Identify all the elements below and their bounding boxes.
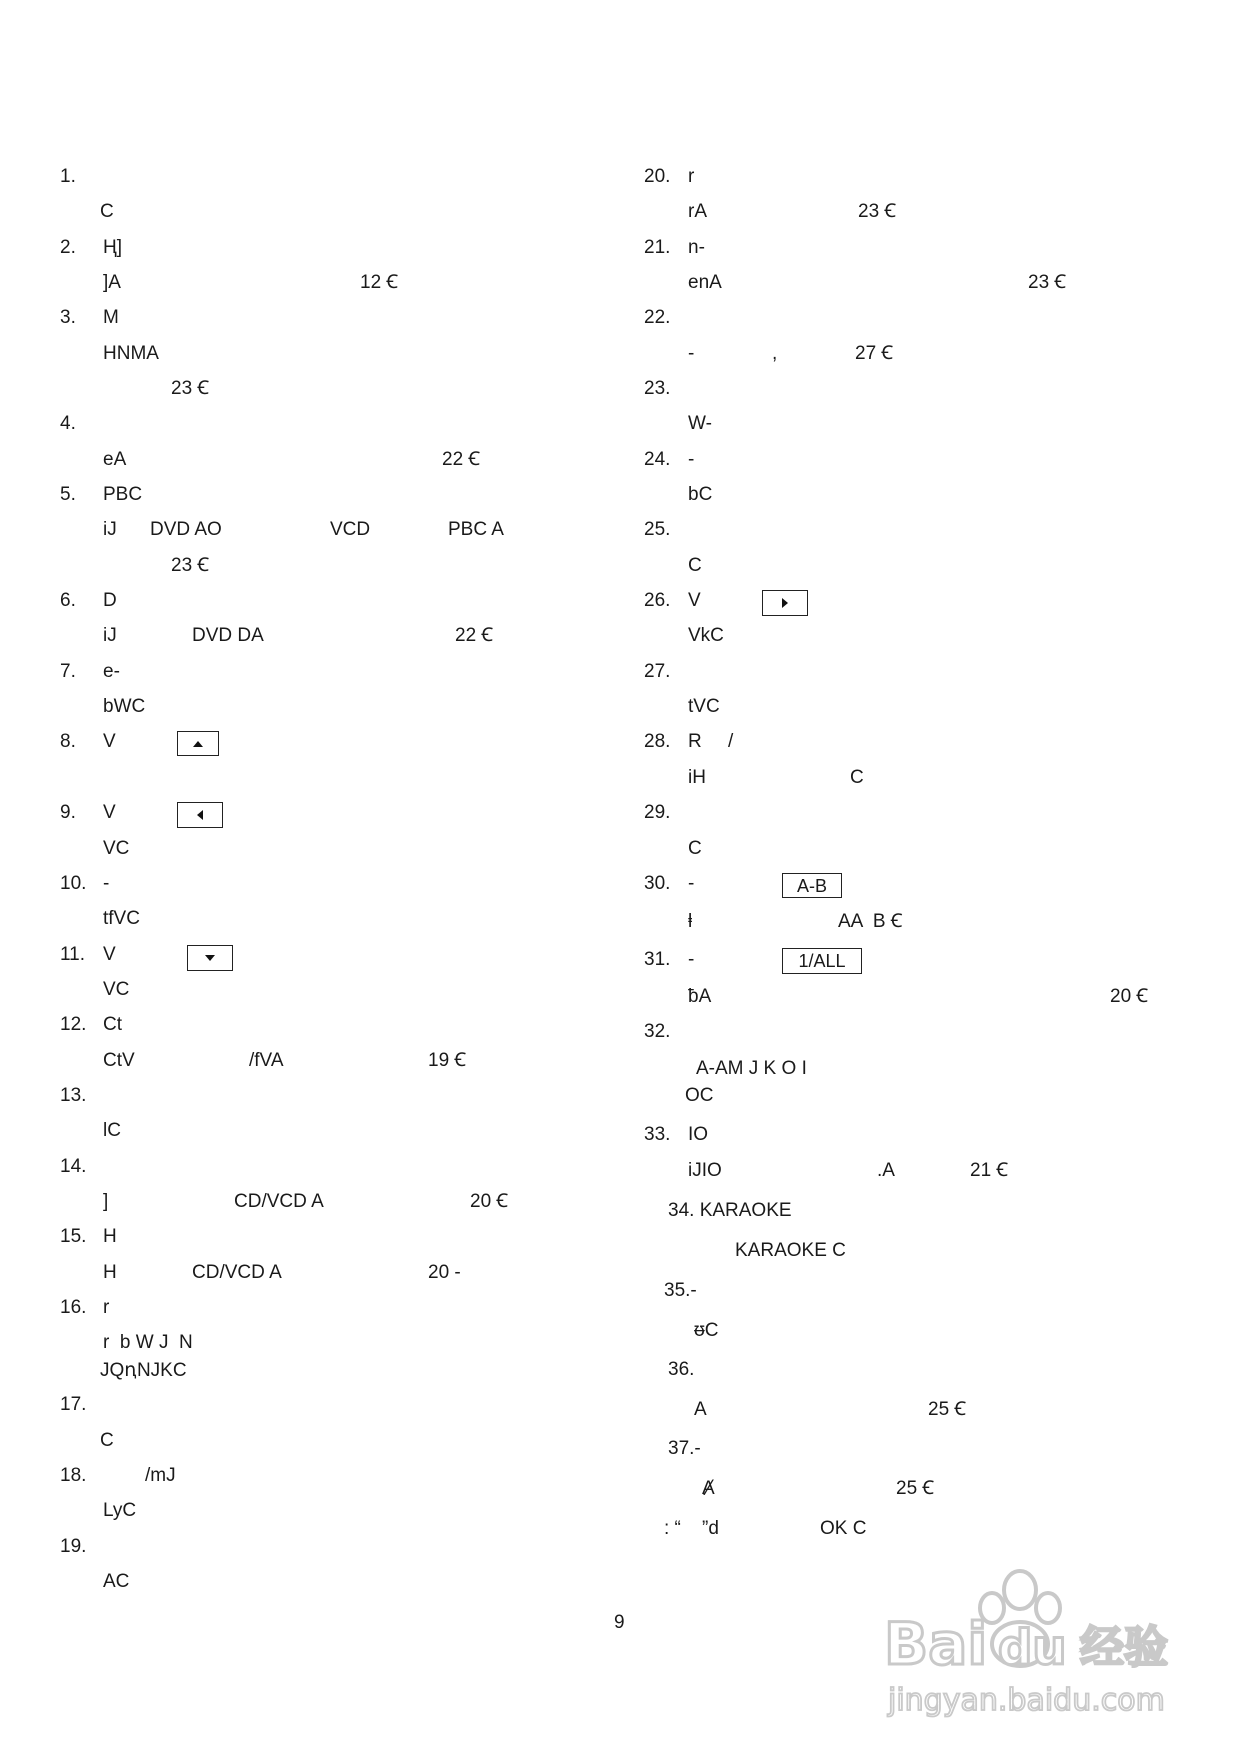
item-text: CtV bbox=[103, 1050, 135, 1071]
item-number: 8. bbox=[60, 731, 76, 752]
item-number: 10. bbox=[60, 873, 87, 894]
item-text: VCD bbox=[330, 519, 371, 540]
paw-print-icon bbox=[880, 1560, 1210, 1730]
item-number: 11. bbox=[60, 944, 86, 965]
item-title: IO bbox=[688, 1124, 709, 1145]
item-text: rA bbox=[688, 201, 707, 222]
item-number: 23. bbox=[644, 378, 671, 399]
item-number: 7. bbox=[60, 661, 76, 682]
item-title: - bbox=[688, 949, 695, 970]
item-number: 12. bbox=[60, 1014, 87, 1035]
item-text: KARAOKE C bbox=[735, 1240, 846, 1261]
item-text: enA bbox=[688, 272, 722, 293]
item-number: 34. KARAOKE bbox=[668, 1200, 792, 1221]
item-title: V bbox=[103, 731, 116, 752]
item-number: 3. bbox=[60, 307, 76, 328]
item-number: 37.- bbox=[668, 1438, 701, 1459]
item-text: C bbox=[688, 555, 702, 576]
item-text: AC bbox=[103, 1571, 130, 1592]
item-text: , bbox=[772, 343, 778, 364]
page-ref: 21 Ꞓ bbox=[970, 1160, 1009, 1181]
item-text: r b W J N bbox=[103, 1332, 193, 1353]
page-ref: 20 Ꞓ bbox=[1110, 986, 1149, 1007]
item-text: C bbox=[100, 1430, 114, 1451]
a-b-button-label: A-B bbox=[782, 873, 842, 898]
item-number: 18. bbox=[60, 1465, 87, 1486]
note-text: ”d bbox=[702, 1518, 719, 1539]
item-text: bC bbox=[688, 484, 713, 505]
item-text: /fVA bbox=[249, 1050, 284, 1071]
item-number: 13. bbox=[60, 1085, 87, 1106]
item-text: OC bbox=[685, 1085, 714, 1106]
svg-text:经验: 经验 bbox=[1080, 1622, 1168, 1673]
item-title: - bbox=[688, 449, 695, 470]
item-text: A bbox=[694, 1399, 707, 1420]
item-text: iJ bbox=[103, 519, 117, 540]
item-title: V bbox=[688, 590, 701, 611]
item-text: iJIO bbox=[688, 1160, 722, 1181]
item-title: D bbox=[103, 590, 117, 611]
item-text: eA bbox=[103, 449, 127, 470]
item-text: AA B Ꞓ bbox=[838, 911, 903, 932]
item-title: H bbox=[103, 1226, 117, 1247]
item-number: 4. bbox=[60, 413, 76, 434]
item-number: 30. bbox=[644, 873, 671, 894]
item-title: - bbox=[103, 873, 110, 894]
item-title: e- bbox=[103, 661, 120, 682]
item-text: ᵿC bbox=[694, 1320, 719, 1341]
item-text: tfVC bbox=[103, 908, 140, 929]
right-arrow-icon bbox=[779, 596, 791, 610]
item-title: V bbox=[103, 944, 116, 965]
item-number: 1. bbox=[60, 166, 76, 187]
page-number: 9 bbox=[614, 1612, 625, 1633]
item-number: 32. bbox=[644, 1021, 671, 1042]
page-ref: 23 Ꞓ bbox=[171, 378, 210, 399]
item-number: 35.- bbox=[664, 1280, 697, 1301]
item-text: ]A bbox=[103, 272, 121, 293]
item-title: r bbox=[688, 166, 695, 187]
item-text: DVD AO bbox=[150, 519, 222, 540]
item-title: M bbox=[103, 307, 119, 328]
note-text: : “ bbox=[664, 1518, 681, 1539]
item-number: 17. bbox=[60, 1394, 87, 1415]
item-number: 2. bbox=[60, 237, 76, 258]
item-text: JQꞑNJKC bbox=[100, 1360, 187, 1381]
right-arrow-button-icon bbox=[762, 590, 808, 616]
repeat-all-button-label: 1/ALL bbox=[782, 948, 862, 974]
item-text: VC bbox=[103, 838, 130, 859]
page-ref: 22 Ꞓ bbox=[442, 449, 481, 470]
item-text: ƀA bbox=[688, 986, 712, 1007]
item-number: 9. bbox=[60, 802, 76, 823]
item-text: HNMA bbox=[103, 343, 159, 364]
item-title: - bbox=[688, 873, 695, 894]
item-text: A-AM J K O I bbox=[696, 1058, 807, 1079]
baidu-jingyan-watermark-logo bbox=[880, 1560, 1210, 1730]
svg-text:Bai: Bai bbox=[884, 1610, 988, 1678]
item-title: n- bbox=[688, 237, 705, 258]
left-arrow-icon bbox=[194, 808, 206, 822]
item-number: 14. bbox=[60, 1156, 87, 1177]
item-text: C bbox=[850, 767, 864, 788]
item-title: V bbox=[103, 802, 116, 823]
page-ref: 23 Ꞓ bbox=[858, 201, 897, 222]
item-text: .A bbox=[877, 1160, 895, 1181]
item-title: PBC bbox=[103, 484, 143, 505]
item-text: VC bbox=[103, 979, 130, 1000]
down-arrow-icon bbox=[203, 953, 217, 963]
down-arrow-button-icon bbox=[187, 945, 233, 971]
item-text: PBC A bbox=[448, 519, 504, 540]
item-number: 24. bbox=[644, 449, 671, 470]
item-number: 22. bbox=[644, 307, 671, 328]
item-text: ⱡ bbox=[688, 911, 693, 932]
item-text: DVD DA bbox=[192, 625, 264, 646]
item-text: lC bbox=[103, 1120, 121, 1141]
page-ref: 23 Ꞓ bbox=[1028, 272, 1067, 293]
item-title: Ct bbox=[103, 1014, 122, 1035]
item-text: LyC bbox=[103, 1500, 137, 1521]
item-number: 6. bbox=[60, 590, 76, 611]
item-title: /mJ bbox=[145, 1465, 176, 1486]
item-number: 31. bbox=[644, 949, 671, 970]
page-ref: 25 Ꞓ bbox=[928, 1399, 967, 1420]
page-ref: 25 Ꞓ bbox=[896, 1478, 935, 1499]
item-text: - bbox=[688, 343, 695, 364]
page-ref: 23 Ꞓ bbox=[171, 555, 210, 576]
item-number: 28. bbox=[644, 731, 671, 752]
item-number: 36. bbox=[668, 1359, 695, 1380]
svg-text:du: du bbox=[998, 1620, 1067, 1676]
item-number: 21. bbox=[644, 237, 671, 258]
item-text: H bbox=[103, 1262, 117, 1283]
page-ref: 27 Ꞓ bbox=[855, 343, 894, 364]
item-number: 16. bbox=[60, 1297, 87, 1318]
left-arrow-button-icon bbox=[177, 802, 223, 828]
up-arrow-button-icon bbox=[177, 731, 219, 756]
note-text: OK C bbox=[820, 1518, 867, 1539]
item-text: W- bbox=[688, 413, 712, 434]
item-text: CD/VCD A bbox=[234, 1191, 324, 1212]
item-number: 20. bbox=[644, 166, 671, 187]
item-text: bWC bbox=[103, 696, 146, 717]
item-text: VkC bbox=[688, 625, 724, 646]
page-ref: 20 Ꞓ bbox=[470, 1191, 509, 1212]
item-text: C bbox=[100, 201, 114, 222]
page-ref: 20 - bbox=[428, 1262, 461, 1283]
item-number: 25. bbox=[644, 519, 671, 540]
item-text: C bbox=[688, 838, 702, 859]
item-title: / bbox=[728, 731, 734, 752]
item-number: 19. bbox=[60, 1536, 87, 1557]
up-arrow-icon bbox=[191, 739, 205, 749]
item-text: iJ bbox=[103, 625, 117, 646]
item-number: 5. bbox=[60, 484, 76, 505]
item-text: Ⱥ bbox=[702, 1478, 715, 1499]
item-number: 29. bbox=[644, 802, 671, 823]
page-ref: 22 Ꞓ bbox=[455, 625, 494, 646]
item-number: 27. bbox=[644, 661, 671, 682]
page-ref: 12 Ꞓ bbox=[360, 272, 399, 293]
item-text: iH bbox=[688, 767, 706, 788]
item-title: Ⱨ] bbox=[103, 237, 122, 258]
item-title: R bbox=[688, 731, 702, 752]
item-number: 33. bbox=[644, 1124, 671, 1145]
item-text: CD/VCD A bbox=[192, 1262, 282, 1283]
item-text: ] bbox=[103, 1191, 109, 1212]
item-title: r bbox=[103, 1297, 110, 1318]
page-ref: 19 Ꞓ bbox=[428, 1050, 467, 1071]
item-text: tVC bbox=[688, 696, 720, 717]
item-number: 15. bbox=[60, 1226, 87, 1247]
svg-text:jingyan.baidu.com: jingyan.baidu.com bbox=[888, 1683, 1165, 1718]
item-number: 26. bbox=[644, 590, 671, 611]
